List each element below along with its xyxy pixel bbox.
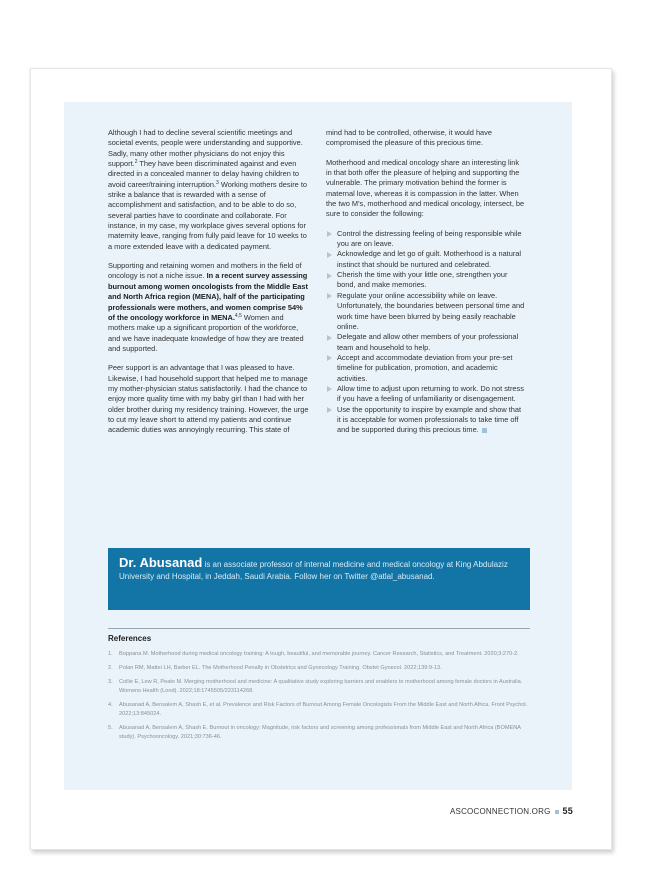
paragraph: Supporting and retaining women and mothers in the field of oncology is not a niche issue. In a recent survey assessing burnout among women oncologists from the Middle East and North Africa region (MENA), half of the participating professionals were mothers, and women comprise 54% of the oncology workforce in MENA.$^{4,5}$ Women and mothers make up a significant proportion of the workforce, and we have inadequate knowledge of how they are treated and supported. [108,261,308,353]
paragraph: Although I had to decline several scientific meetings and societal events, people were understanding and supportive. Sadly, many other mother physicians do not enjoy this support.$^2$ They have been discriminated against and even directed in a concealed manner to delay having children to avoid career/training interruption.$^3$ Working mothers desire to strike a balance that is rewarded with a sense of accomplishment and satisfaction, and to be able to do so, several parties have to coordinate and collaborate. For instance, in my case, my workplace gives several options for maternity leave, ranging from fully paid leave for 10 weeks to a more extended leave with a dedicated payment. [108,128,308,251]
author-bio-box [108,548,530,610]
paragraph: Peer support is an advantage that I was pleased to have. Likewise, I had household support that helped me to manage my mother-physician status satisfactorily. I had the chance to enjoy more quality time with my baby girl than I had with her older brother during my residency training. However, the urge to cut my leave short to attend my patients and continue academic duties was annoyingly recurring. This state of [108,363,309,435]
left-column [108,128,310,445]
author-bio-text: is an associate professor of internal medicine and medical oncology at King Abdulaziz University and Hospital, in Jeddah, Saudi Arabia. Follow her on Twitter @atlal_abusanad. [119,560,508,582]
bullet-item: Acknowledge and let go of guilt. Motherhood is a natural instinct that should be nurtured and celebrated. [326,249,526,270]
reference-item: 4. Abusanad A, Bensalem A, Shash E, et al. Prevalence and Risk Factors of Burnout Among Female Oncologists From the Middle East and North Africa. Front Psychol. 2022;13:845024. [108,702,528,717]
citation: 3 [216,179,219,186]
end-mark-icon [482,428,487,433]
triangle-bullet-icon [327,386,332,392]
triangle-bullet-icon [327,407,332,413]
author-bio [119,557,523,583]
bullet-item: Accept and accommodate deviation from your pre-set timeline for publication, promotion, and academic activities. [326,353,526,384]
references-title: References [108,634,152,643]
bullet-item: Use the opportunity to inspire by example and show that it is acceptable for women professionals to take time off and be supported during this precious time. [326,405,526,436]
citation: 2 [134,159,138,166]
reference-item: 1. Boppana M. Motherhood during medical oncology training: A tough, beautiful, and memorable journey. Cancer Research, Statistics, and Treatment. 2020;3:270-2. [108,651,519,657]
paragraph: Motherhood and medical oncology share an interesting link in that both offer the pleasure of helping and supporting the vulnerable. The primary motivation behind the former is maternal love, whereas it is compassion in the latter. When the two M’s, motherhood and medical oncology, intersect, be sure to consider the following: [326,157,525,219]
paragraph: mind had to be controlled, otherwise, it would have compromised the pleasure of this precious time. [326,128,492,148]
bullet-item: Cherish the time with your little one, strengthen your bond, and make memories. [326,270,526,291]
triangle-bullet-icon [327,335,332,341]
page-footer [450,806,573,816]
triangle-bullet-icon [327,355,332,361]
triangle-bullet-icon [327,293,332,299]
bullet-item: Control the distressing feeling of being responsible while you are on leave. [326,229,526,250]
highlighted-text: In a recent survey assessing burnout among women oncologists from the Middle East and North Africa region (MENA), half of the participating professionals were mothers, and women comprise 54% of the oncology workforce in MENA. [108,271,308,322]
right-column [326,128,526,436]
reference-item: 2. Polan RM, Mattei LH, Barber EL. The Motherhood Penalty in Obstetrics and Gynecology Training. Obstet Gynecol. 2022;139:9-13. [108,665,442,671]
bullet-item: Allow time to adjust upon returning to work. Do not stress if you have a feeling of unfamiliarity or disengagement. [326,384,526,405]
references-list [108,650,528,747]
site-url: ASCOCONNECTION.ORG [450,807,551,816]
reference-item: 5. Abusanad A, Bensalem A, Shash E. Burnout in oncology: Magnitude, risk factors and screening among professionals from Middle East and North Africa (BOMENA study). Psychooncology. 2021;30:736-46. [108,725,521,740]
bullet-item: Delegate and allow other members of your professional team and household to help. [326,332,526,353]
bullet-list [326,229,526,436]
page-number: 55 [562,806,573,816]
citation: 4,5 [234,312,242,319]
references-divider [108,628,530,629]
reference-item: 3. Collie E, Lew R, Peate M. Merging motherhood and medicine: A qualitative study exploring barriers and enablers to motherhood among female doctors in Australia. Womens Health (Lond). 2022;18:1745505/223114268. [108,679,523,694]
triangle-bullet-icon [327,252,332,258]
bullet-item: Regulate your online accessibility while on leave. Unfortunately, the boundaries between personal time and work time have been blurred by being easily reachable online. [326,291,526,332]
triangle-bullet-icon [327,231,332,237]
author-name: Dr. Abusanad [119,555,203,570]
triangle-bullet-icon [327,273,332,279]
separator-square-icon [555,810,559,814]
